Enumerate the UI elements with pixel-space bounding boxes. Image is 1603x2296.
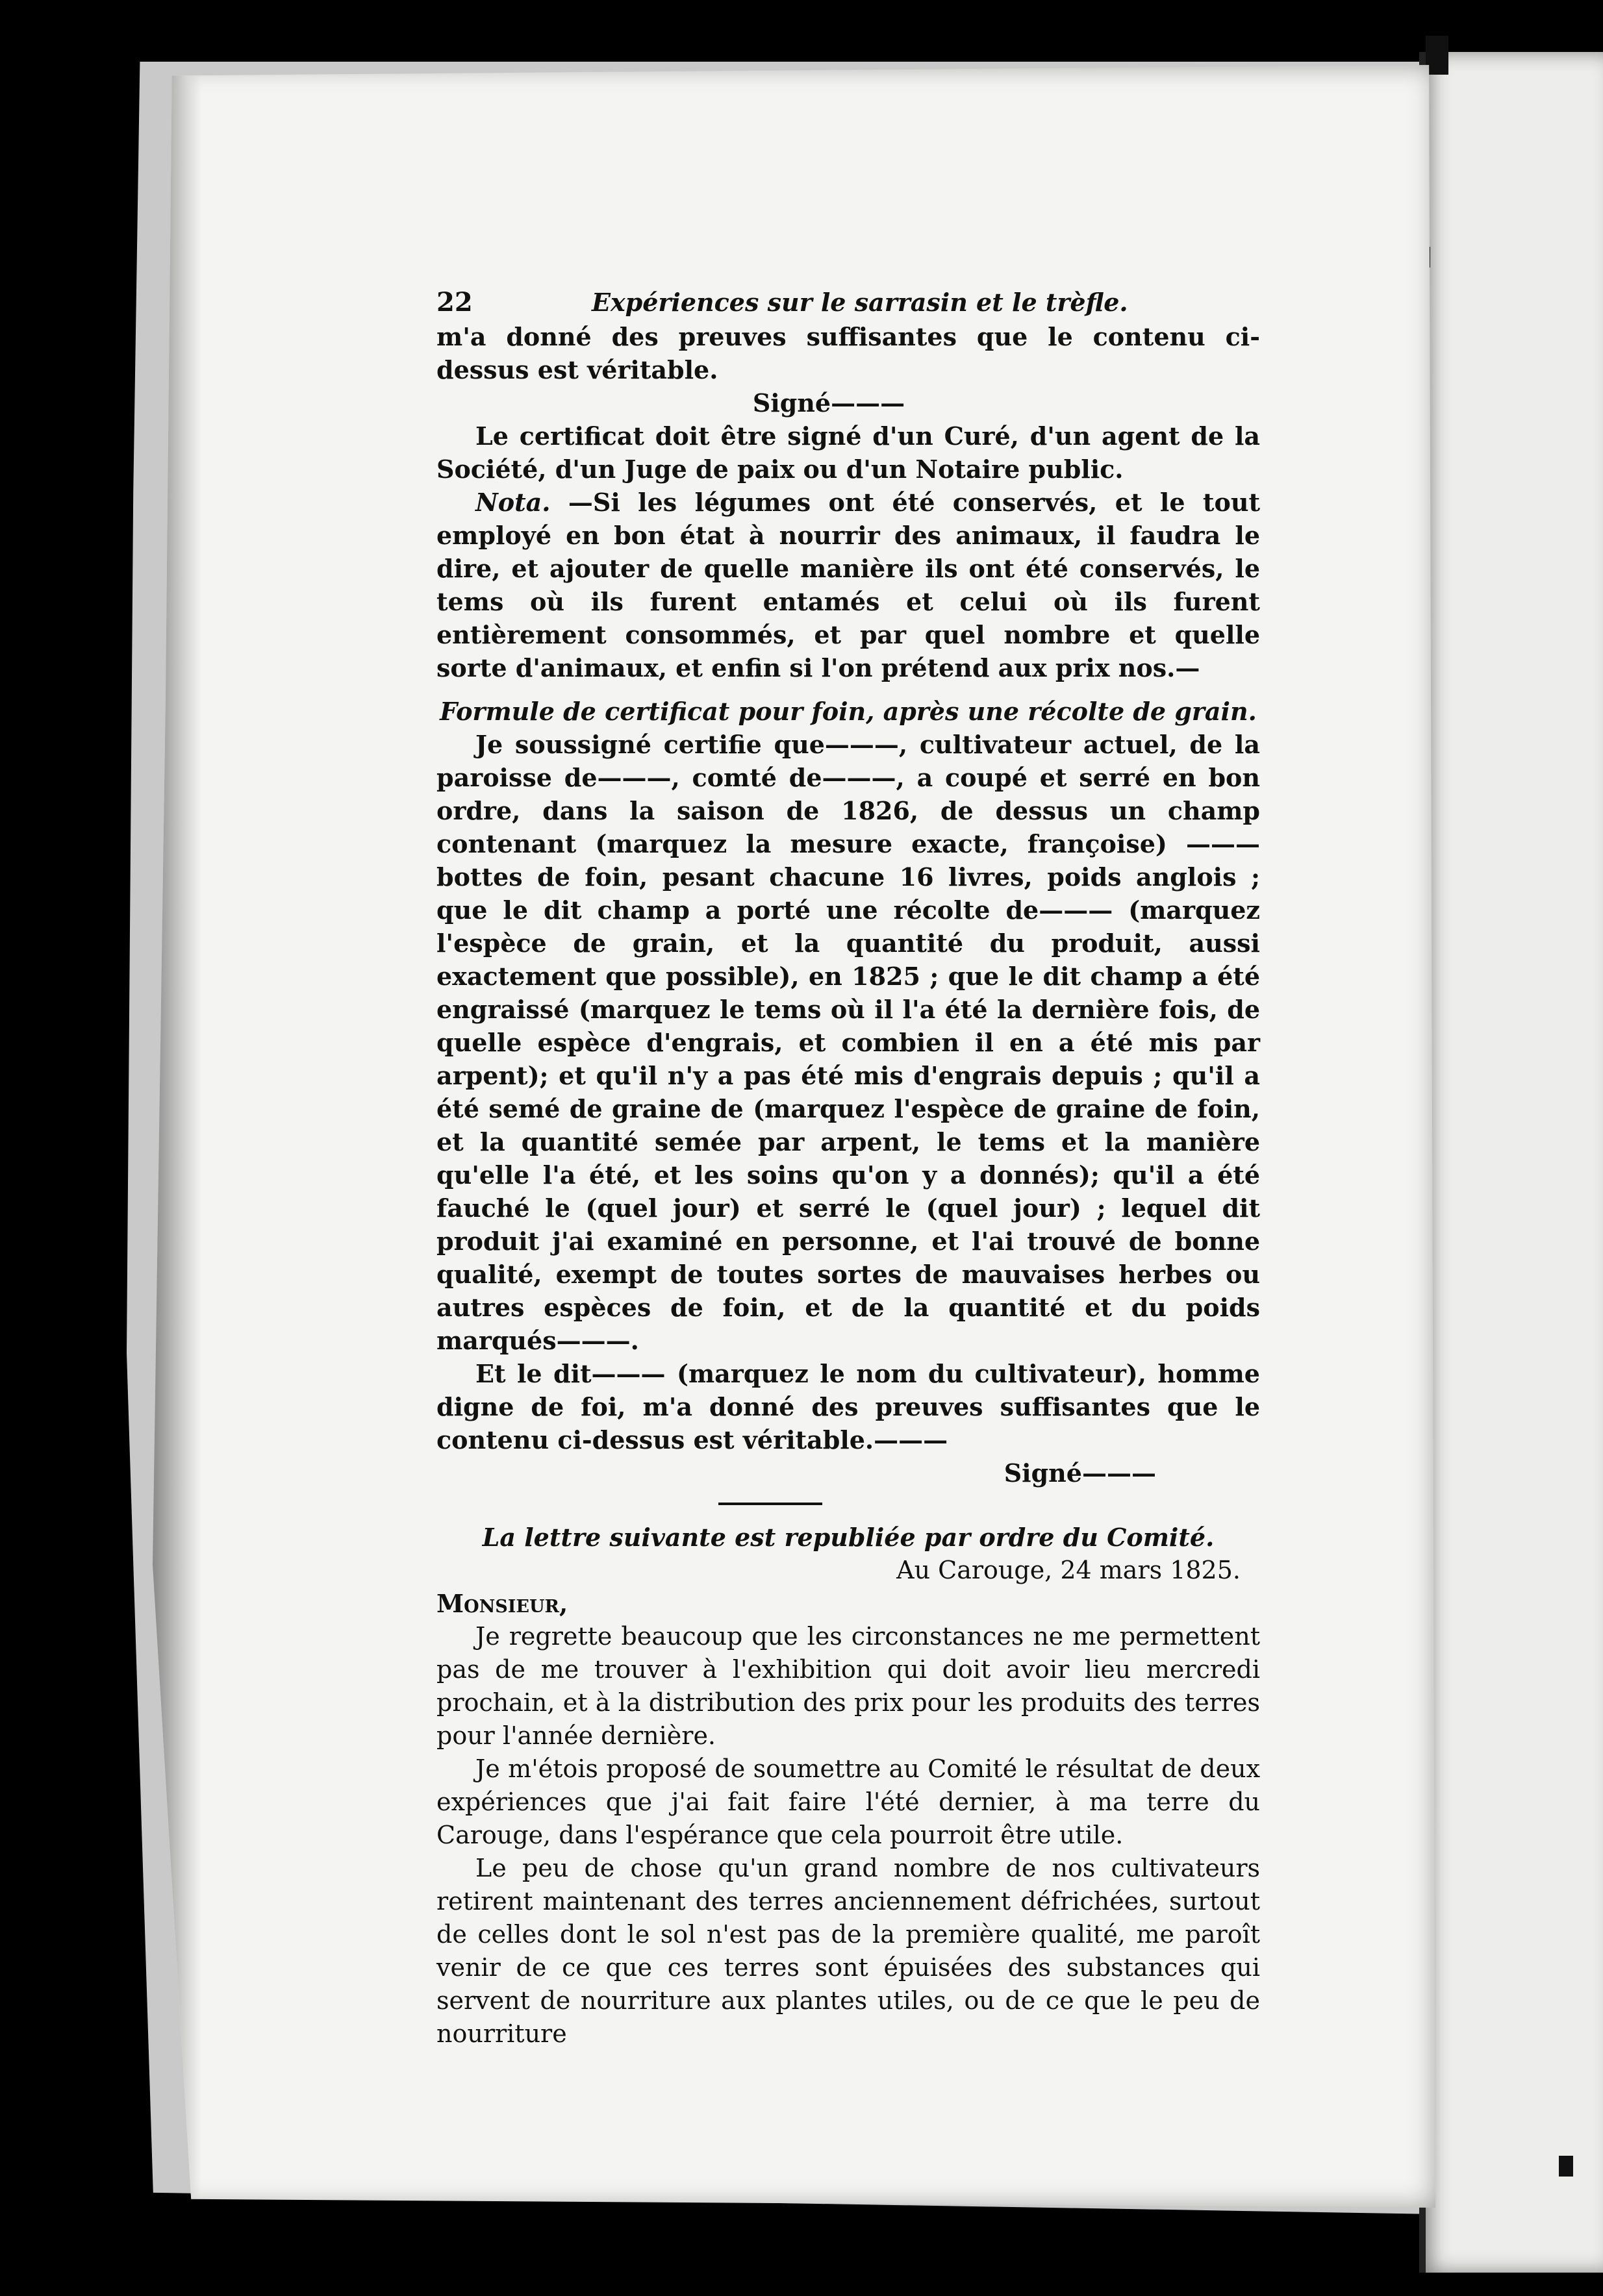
section-divider xyxy=(718,1503,822,1505)
page-number: 22 xyxy=(436,287,473,318)
letter-paragraph: Je m'étois proposé de soumettre au Comité le résultat de deux expériences que j'ai fait faire l'été dernier, à ma terre du Carouge, dans l'espérance que cela pourroit être utile. xyxy=(436,1754,1260,1849)
paragraph-attestation: Et le dit——— (marquez le nom du cultivateur), homme digne de foi, m'a donné des preuves suffisantes que le contenu ci-dessus est véritable.——— xyxy=(436,1359,1260,1454)
paragraph-continuation: m'a donné des preuves suffisantes que le contenu ci-dessus est véritable. xyxy=(436,322,1260,384)
running-head xyxy=(436,286,1260,319)
paragraph-certificate-note: Le certificat doit être signé d'un Curé, d'un agent de la Société, d'un Juge de paix ou d'un Notaire public. xyxy=(436,421,1260,484)
page-text xyxy=(436,286,1260,2051)
signature-line: Signé——— xyxy=(1003,1458,1156,1488)
facing-page-edge xyxy=(1419,52,1603,2273)
running-title: Expériences sur le sarrasin et le trèfle. xyxy=(592,288,1128,317)
letter-dateline: Au Carouge, 24 mars 1825. xyxy=(896,1556,1241,1584)
corner-mark xyxy=(1426,36,1448,75)
letter-paragraph: Je regrette beaucoup que les circonstances ne me permettent pas de me trouver à l'exhibition qui doit avoir lieu mercredi prochain, et à la distribution des prix pour les produits des terres pour l'année dernière. xyxy=(436,1622,1260,1750)
letter-salutation: Monsieur, xyxy=(436,1589,568,1618)
nota-label: Nota. xyxy=(475,488,551,517)
paragraph-formula: Je soussigné certifie que———, cultivateur actuel, de la paroisse de———, comté de———, a coupé et serré en bon ordre, dans la saison de 1826, de dessus un champ contenant (marquez la mesure exacte, françoise) ——— bottes de foin, pesant chacune 16 livres, poids anglois ; que le dit champ a porté une récolte de——— (marquez l'espèce de grain, et la quantité du produit, aussi exactement que possible), en 1825 ; que le dit champ a été engraissé (marquez le tems où il l'a été la dernière fois, de quelle espèce d'engrais, et combien il en a été mis par arpent); et qu'il n'y a pas été mis d'engrais depuis ; qu'il a été semé de graine de (marquez l'espèce de graine de foin, et la quantité semée par arpent, le tems et la manière qu'elle l'a été, et les soins qu'on y a donnés); qu'il a été fauché le (quel jour) et serré le (quel jour) ; lequel dit produit j'ai examiné en personne, et l'ai trouvé de bonne qualité, exempt de toutes sortes de mauvaises herbes ou autres espèces de foin, et de la quantité et du poids marqués———. xyxy=(436,730,1260,1355)
paragraph-nota xyxy=(436,486,1260,684)
nota-text: —Si les légumes ont été conservés, et le tout employé en bon état à nourrir des animaux, il faudra le dire, et ajouter de quelle manière ils ont été conservés, le tems où ils furent entamés et celui où ils furent entièrement consommés, et par quel nombre et quelle sorte d'animaux, et enfin si l'on prétend aux prix nos.— xyxy=(436,488,1260,682)
binding-mark xyxy=(1559,2156,1573,2177)
letter-paragraph: Le peu de chose qu'un grand nombre de nos cultivateurs retirent maintenant des terres anciennement défrichées, surtout de celles dont le sol n'est pas de la première qualité, me paroît venir de ce que ces terres sont épuisées des substances qui servent de nourriture aux plantes utiles, ou de ce que le peu de nourriture xyxy=(436,1854,1260,2048)
formula-heading: Formule de certificat pour foin, après une récolte de grain. xyxy=(440,697,1257,726)
signature-line: Signé——— xyxy=(752,388,905,418)
letter-intro: La lettre suivante est republiée par ordre du Comité. xyxy=(482,1523,1215,1552)
